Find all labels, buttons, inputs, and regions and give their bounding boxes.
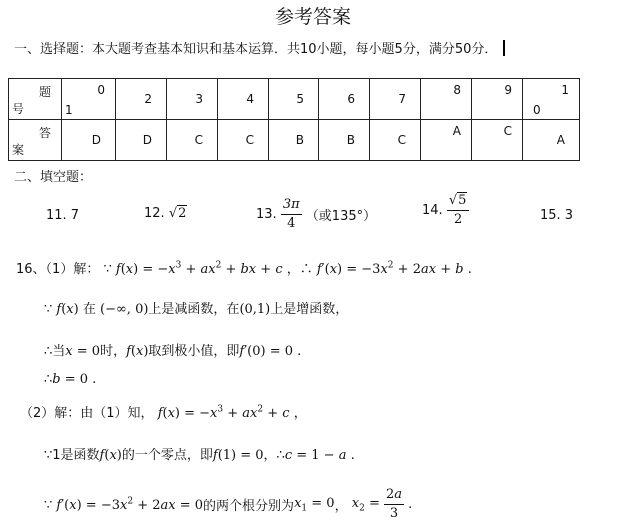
solution-text: ∵1是函数 — [44, 448, 100, 463]
answer-label: A — [556, 133, 565, 147]
header-label-bottom: 案 — [12, 143, 25, 157]
table-cell — [62, 79, 116, 120]
fraction-numerator: 2a — [384, 486, 404, 505]
formula: f(x) — [126, 344, 149, 359]
formula: f(x) — [99, 448, 122, 463]
formula: ∵ $f'(x) = -3x^2 + 2ax = 0$ — [44, 496, 204, 513]
header-label-top: 答 — [38, 126, 51, 140]
number-label: 5 — [296, 92, 304, 106]
alt-answer: （或135°） — [305, 209, 377, 224]
solution-text: 的两个根分别为 — [203, 499, 295, 514]
table-cell — [269, 120, 319, 161]
solution-prefix: 16、（1）解： — [16, 262, 100, 277]
answer-label: C — [503, 124, 512, 138]
table-cell — [167, 79, 218, 120]
formula: x = 0 — [65, 344, 101, 359]
answer-table — [8, 78, 580, 161]
formula: ∵ f(x) — [44, 302, 79, 317]
fraction — [447, 192, 470, 229]
number-part: 0 — [533, 103, 541, 117]
answer-label: C — [245, 133, 254, 147]
table-cell — [370, 120, 421, 161]
fraction-denominator: 2 — [453, 212, 463, 227]
header-label-top: 题 — [38, 85, 51, 99]
fill-answer-11: 11. 7 — [46, 208, 80, 223]
header-cell — [9, 79, 62, 120]
solution-line-1 — [16, 258, 472, 277]
solution-text: 上是减函数，在 — [148, 302, 240, 317]
fill-answer-13 — [256, 196, 376, 233]
text-cursor — [503, 40, 505, 56]
table-cell — [167, 120, 218, 161]
table-cell — [62, 120, 116, 161]
table-cell — [269, 79, 319, 120]
fraction-denominator: 4 — [287, 216, 296, 231]
table-cell — [116, 79, 167, 120]
number-part: 0 — [97, 83, 105, 97]
formula: $x_1 = 0$ — [294, 495, 335, 514]
solution-text: 的一个零点，即 — [121, 448, 213, 463]
answer-label: B — [295, 133, 304, 147]
answer-label: C — [194, 133, 203, 147]
answer-label: B — [346, 133, 355, 147]
solution-text: ， — [334, 499, 348, 514]
solution-text: 取到极小值，即 — [148, 344, 240, 359]
table-cell — [421, 79, 472, 120]
fraction-numerator: √5 — [447, 192, 470, 211]
section-choice-text: 一、选择题：本大题考查基本知识和基本运算．共10小题，每小题5分，满分50分． — [14, 42, 498, 57]
answer-label: D — [91, 133, 101, 147]
table-row-answers — [9, 120, 580, 161]
number-label: 6 — [347, 92, 355, 106]
question-number: 14. — [422, 203, 443, 218]
solution-text: ∴ — [44, 372, 53, 387]
solution-line-2 — [44, 298, 348, 317]
solution-text: 上是增函数， — [270, 302, 349, 317]
formula: $x_2$ = — [351, 495, 384, 514]
number-label: 8 — [453, 83, 461, 97]
solution-line-6 — [44, 444, 355, 463]
fill-answer-14 — [422, 192, 469, 229]
section-fill-heading: 二、填空题： — [14, 170, 93, 185]
fill-answer-12 — [144, 206, 187, 221]
number-part: 1 — [561, 83, 569, 97]
number-label: 7 — [398, 92, 406, 106]
table-cell — [116, 120, 167, 161]
fraction-numerator: 3π — [281, 196, 302, 215]
formula: c = 1 − a . — [284, 448, 355, 463]
table-cell — [370, 79, 421, 120]
formula: $f(x) = -x^3 + ax^2 + c$ ， — [157, 404, 307, 421]
number-label: 4 — [246, 92, 254, 106]
solution-text: ∴当 — [44, 344, 66, 359]
solution-prefix: （2）解：由（1）知， — [20, 406, 154, 421]
answer-label: A — [452, 124, 461, 138]
fill-answer-15: 15. 3 — [540, 208, 574, 223]
solution-text: 时， — [100, 344, 127, 359]
period: . — [408, 497, 413, 512]
table-cell — [472, 79, 523, 120]
fraction — [281, 196, 302, 233]
table-cell — [523, 79, 580, 120]
table-cell — [319, 120, 370, 161]
sqrt-expression: √2 — [168, 206, 187, 221]
table-cell — [218, 79, 269, 120]
solution-line-7 — [44, 486, 412, 523]
solution-text: ，∴ — [263, 448, 285, 463]
solution-line-4 — [44, 372, 96, 387]
number-label: 3 — [195, 92, 203, 106]
table-cell — [421, 120, 472, 161]
formula: f′(0) = 0 . — [239, 344, 302, 359]
formula: f(1) = 0 — [212, 448, 264, 463]
number-label: 9 — [504, 83, 512, 97]
section-choice-heading — [14, 38, 505, 57]
table-cell — [523, 120, 580, 161]
table-cell — [319, 79, 370, 120]
radicand: 5 — [458, 193, 467, 208]
answer-label: D — [142, 133, 152, 147]
fraction-denominator: 3 — [389, 506, 399, 521]
fraction — [384, 486, 404, 523]
table-row-numbers — [9, 79, 580, 120]
question-number: 13. — [256, 207, 277, 222]
radicand: 2 — [178, 206, 187, 221]
number-part: 1 — [65, 103, 73, 117]
header-label-bottom: 号 — [12, 102, 25, 116]
formula: ∵ $f(x) = -x^3 + ax^2$ + bx + c ，∴ $f'(x) = -3x^2 + 2ax + b$ . — [103, 260, 472, 277]
page-title: 参考答案 — [274, 6, 351, 28]
answer-label: C — [397, 133, 406, 147]
question-number: 12. — [144, 206, 165, 221]
solution-line-5 — [20, 402, 307, 421]
solution-line-3 — [44, 340, 301, 359]
table-cell — [218, 120, 269, 161]
formula: (0,1) — [239, 302, 271, 317]
solution-text: 在 — [82, 302, 96, 317]
table-cell — [472, 120, 523, 161]
header-cell — [9, 120, 62, 161]
formula: b = 0 . — [52, 372, 97, 387]
formula: (−∞, 0) — [100, 302, 149, 317]
number-label: 2 — [144, 92, 152, 106]
